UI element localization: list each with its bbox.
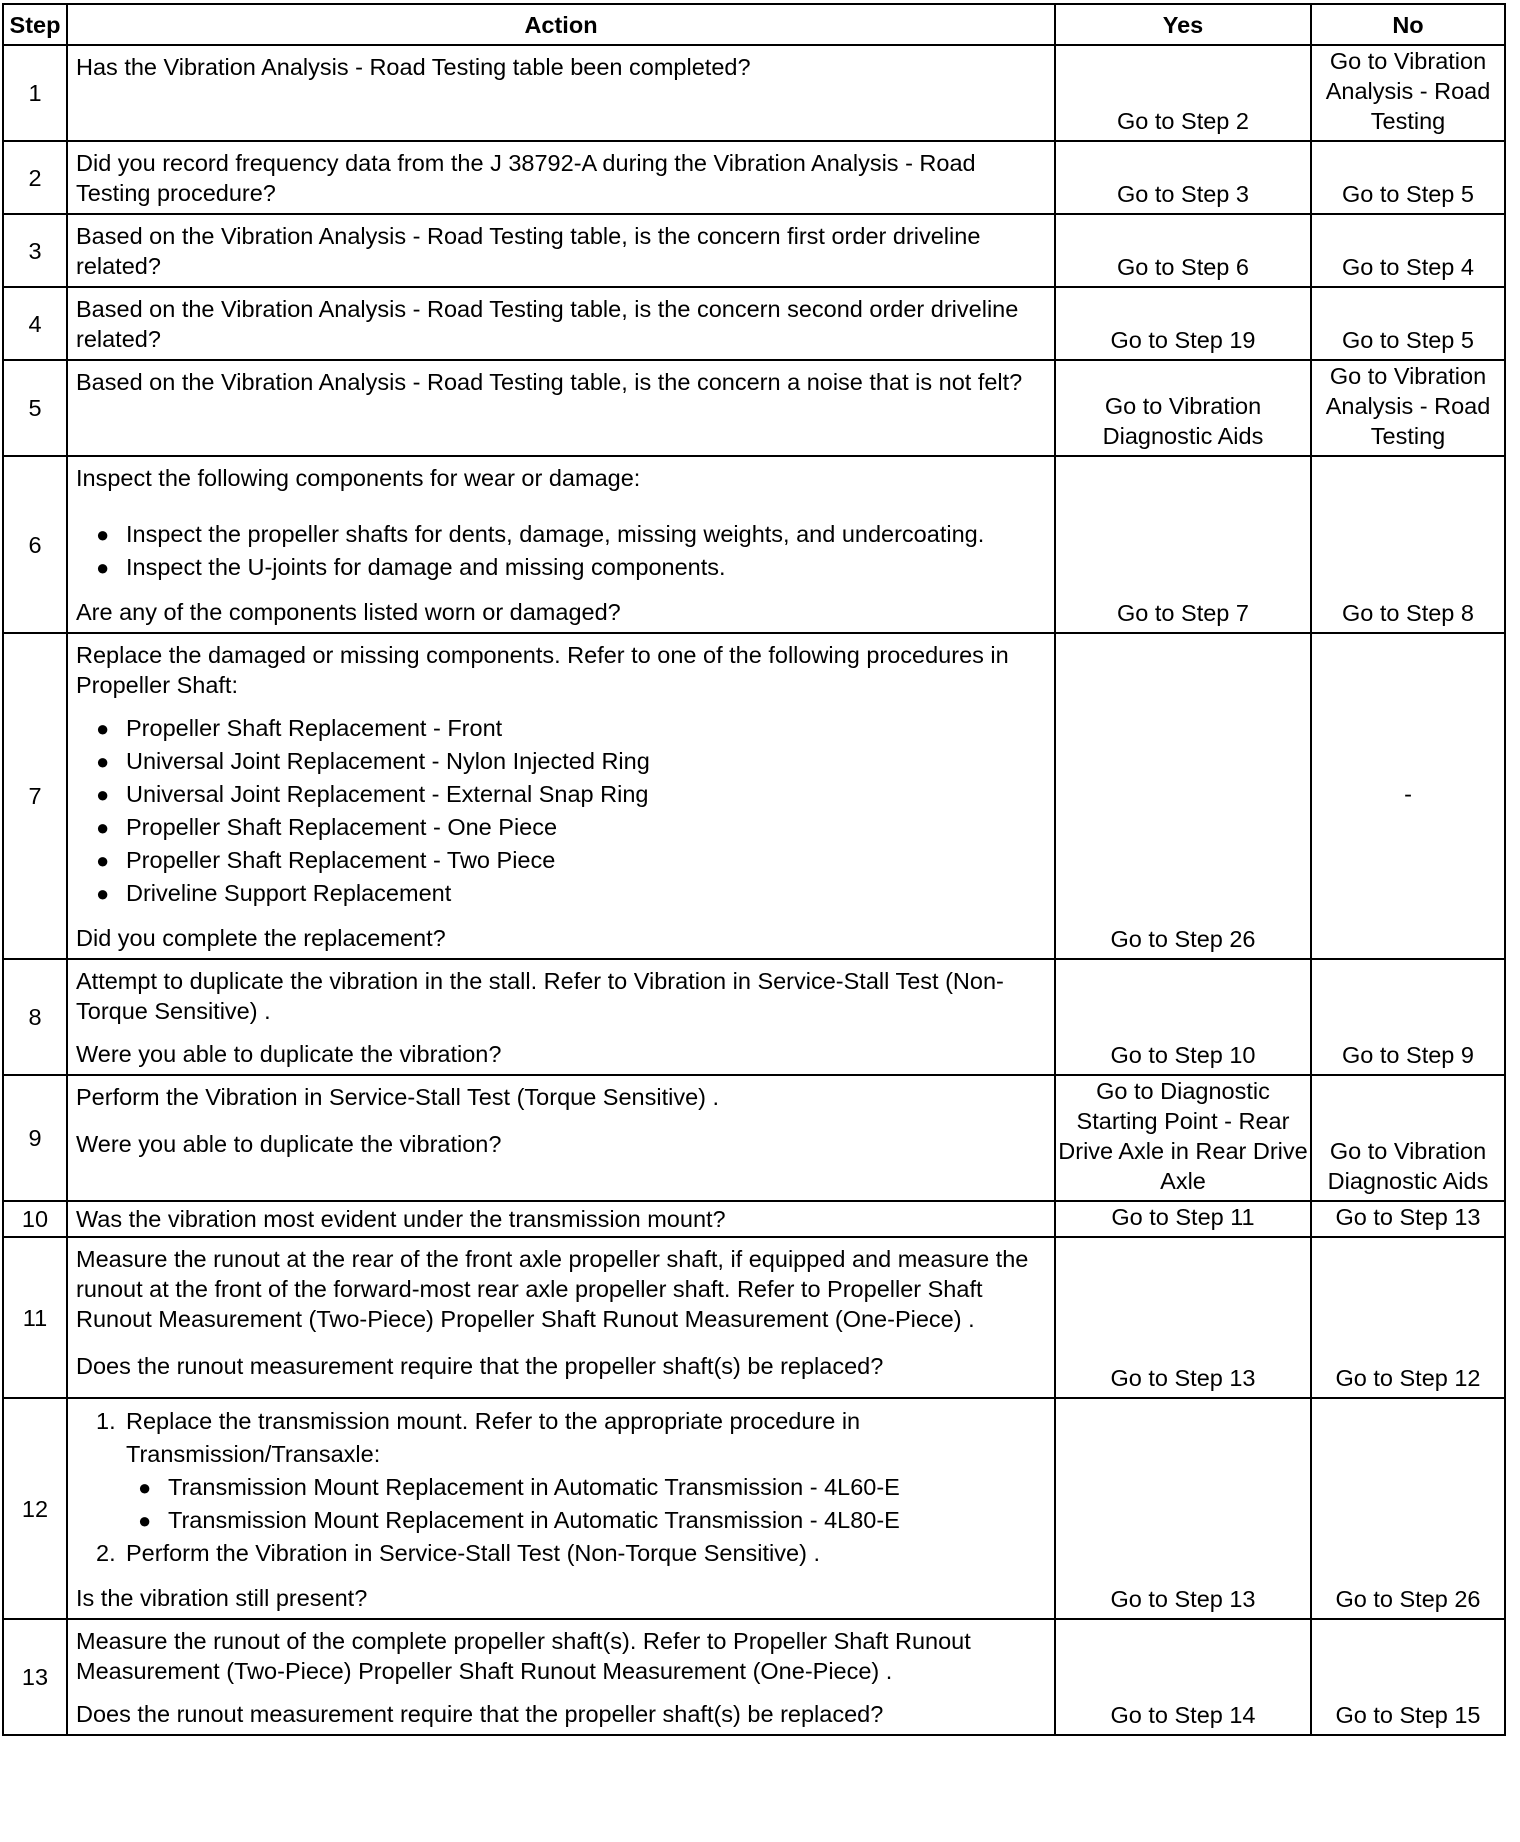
list-item: ● Universal Joint Replacement - Nylon Injected Ring	[96, 745, 1048, 778]
action-question: Is the vibration still present?	[76, 1585, 368, 1611]
list-number: 2.	[96, 1540, 116, 1566]
table-row	[3, 287, 1505, 360]
action-question: Were you able to duplicate the vibration?	[76, 1041, 502, 1067]
table-row	[3, 1619, 1505, 1735]
table-row	[3, 214, 1505, 287]
no-cell: Go to Step 5	[1311, 287, 1505, 360]
action-cell	[67, 360, 1055, 456]
no-cell: Go to Step 8	[1311, 456, 1505, 633]
action-question: Are any of the components listed worn or damaged?	[76, 599, 621, 625]
action-cell	[67, 633, 1055, 959]
list-item: ● Inspect the propeller shafts for dents, damage, missing weights, and undercoating.	[96, 518, 1048, 551]
action-intro: Attempt to duplicate the vibration in the stall. Refer to Vibration in Service-Stall Test (Non-Torque Sensitive) .	[76, 968, 1004, 1024]
table-row	[3, 633, 1505, 959]
bullet-list	[76, 712, 1048, 910]
action-cell	[67, 214, 1055, 287]
action-cell	[67, 141, 1055, 214]
action-cell	[67, 1201, 1055, 1237]
header-action: Action	[67, 4, 1055, 45]
no-cell: Go to Step 5	[1311, 141, 1505, 214]
no-cell: Go to Step 9	[1311, 959, 1505, 1075]
action-cell	[67, 1075, 1055, 1201]
list-item	[96, 1537, 1048, 1570]
no-cell: Go to Step 26	[1311, 1398, 1505, 1619]
list-item: ● Universal Joint Replacement - External Snap Ring	[96, 778, 1048, 811]
step-number: 11	[3, 1237, 67, 1398]
table-row	[3, 45, 1505, 141]
action-intro: Measure the runout of the complete propeller shaft(s). Refer to Propeller Shaft Runout Measurement (Two-Piece) Propeller Shaft Runout Measurement (One-Piece) .	[76, 1628, 971, 1684]
bullet-list	[126, 1471, 1048, 1537]
yes-cell: Go to Diagnostic Starting Point - Rear Drive Axle in Rear Drive Axle	[1055, 1075, 1311, 1201]
no-cell: Go to Step 13	[1311, 1201, 1505, 1237]
yes-cell: Go to Step 6	[1055, 214, 1311, 287]
list-number: 1.	[96, 1408, 116, 1434]
yes-cell: Go to Step 14	[1055, 1619, 1311, 1735]
step-number: 9	[3, 1075, 67, 1201]
action-question: Does the runout measurement require that the propeller shaft(s) be replaced?	[76, 1353, 884, 1379]
action-intro: Perform the Vibration in Service-Stall Test (Torque Sensitive) .	[76, 1084, 720, 1110]
step-number: 1	[3, 45, 67, 141]
header-yes: Yes	[1055, 4, 1311, 45]
yes-cell: Go to Step 13	[1055, 1398, 1311, 1619]
list-item: ● Inspect the U-joints for damage and missing components.	[96, 551, 1048, 584]
action-text: Was the vibration most evident under the transmission mount?	[76, 1206, 726, 1232]
list-item: ● Transmission Mount Replacement in Automatic Transmission - 4L80-E	[138, 1504, 1048, 1537]
table-row	[3, 1237, 1505, 1398]
yes-cell: Go to Step 3	[1055, 141, 1311, 214]
list-item: ● Propeller Shaft Replacement - One Piece	[96, 811, 1048, 844]
yes-cell: Go to Step 11	[1055, 1201, 1311, 1237]
yes-cell: Go to Vibration Diagnostic Aids	[1055, 360, 1311, 456]
action-question: Does the runout measurement require that the propeller shaft(s) be replaced?	[76, 1701, 884, 1727]
list-item: ● Driveline Support Replacement	[96, 877, 1048, 910]
action-question: Did you complete the replacement?	[76, 925, 446, 951]
list-item	[96, 1405, 1048, 1537]
table-row	[3, 1201, 1505, 1237]
header-no: No	[1311, 4, 1505, 45]
action-text: Has the Vibration Analysis - Road Testing table been completed?	[76, 54, 751, 80]
table-row	[3, 1398, 1505, 1619]
no-cell: Go to Vibration Analysis - Road Testing	[1311, 45, 1505, 141]
list-text: Replace the transmission mount. Refer to the appropriate procedure in Transmission/Transaxle:	[126, 1408, 861, 1467]
yes-cell: Go to Step 2	[1055, 45, 1311, 141]
action-cell	[67, 1398, 1055, 1619]
table-row	[3, 360, 1505, 456]
action-cell	[67, 959, 1055, 1075]
no-cell: Go to Step 12	[1311, 1237, 1505, 1398]
yes-cell: Go to Step 7	[1055, 456, 1311, 633]
action-intro: Replace the damaged or missing components. Refer to one of the following procedures in Propeller Shaft:	[76, 642, 1009, 698]
action-cell	[67, 1619, 1055, 1735]
action-text: Did you record frequency data from the J 38792-A during the Vibration Analysis - Road Testing procedure?	[76, 150, 976, 206]
list-text: Perform the Vibration in Service-Stall Test (Non-Torque Sensitive) .	[126, 1540, 820, 1566]
step-number: 12	[3, 1398, 67, 1619]
yes-cell: Go to Step 10	[1055, 959, 1311, 1075]
yes-cell: Go to Step 13	[1055, 1237, 1311, 1398]
action-cell	[67, 1237, 1055, 1398]
action-text: Based on the Vibration Analysis - Road Testing table, is the concern a noise that is not felt?	[76, 369, 1023, 395]
table-row	[3, 141, 1505, 214]
no-cell: -	[1311, 633, 1505, 959]
yes-cell: Go to Step 19	[1055, 287, 1311, 360]
table-row	[3, 959, 1505, 1075]
action-cell	[67, 287, 1055, 360]
step-number: 8	[3, 959, 67, 1075]
numbered-list	[76, 1405, 1048, 1570]
no-cell: Go to Step 4	[1311, 214, 1505, 287]
diagnostic-table	[2, 3, 1506, 1736]
step-number: 3	[3, 214, 67, 287]
action-intro: Measure the runout at the rear of the front axle propeller shaft, if equipped and measure the runout at the front of the forward-most rear axle propeller shaft. Refer to Propeller Shaft Runout Measurement (Two-Piece) Propeller Shaft Runout Measurement (One-Piece) .	[76, 1246, 1029, 1332]
action-cell	[67, 456, 1055, 633]
step-number: 13	[3, 1619, 67, 1735]
step-number: 10	[3, 1201, 67, 1237]
step-number: 6	[3, 456, 67, 633]
action-text: Based on the Vibration Analysis - Road Testing table, is the concern second order driveline related?	[76, 296, 1019, 352]
no-cell: Go to Vibration Diagnostic Aids	[1311, 1075, 1505, 1201]
action-question: Were you able to duplicate the vibration?	[76, 1131, 502, 1157]
table-row	[3, 456, 1505, 633]
no-cell: Go to Vibration Analysis - Road Testing	[1311, 360, 1505, 456]
bullet-list	[76, 518, 1048, 584]
no-cell: Go to Step 15	[1311, 1619, 1505, 1735]
list-item: ● Transmission Mount Replacement in Automatic Transmission - 4L60-E	[138, 1471, 1048, 1504]
step-number: 7	[3, 633, 67, 959]
list-item: ● Propeller Shaft Replacement - Front	[96, 712, 1048, 745]
header-step: Step	[3, 4, 67, 45]
action-cell	[67, 45, 1055, 141]
table-row	[3, 1075, 1505, 1201]
action-text: Based on the Vibration Analysis - Road Testing table, is the concern first order driveline related?	[76, 223, 981, 279]
step-number: 2	[3, 141, 67, 214]
step-number: 5	[3, 360, 67, 456]
list-item: ● Propeller Shaft Replacement - Two Piece	[96, 844, 1048, 877]
action-intro: Inspect the following components for wear or damage:	[76, 465, 641, 491]
step-number: 4	[3, 287, 67, 360]
yes-cell: Go to Step 26	[1055, 633, 1311, 959]
header-row	[3, 4, 1505, 45]
